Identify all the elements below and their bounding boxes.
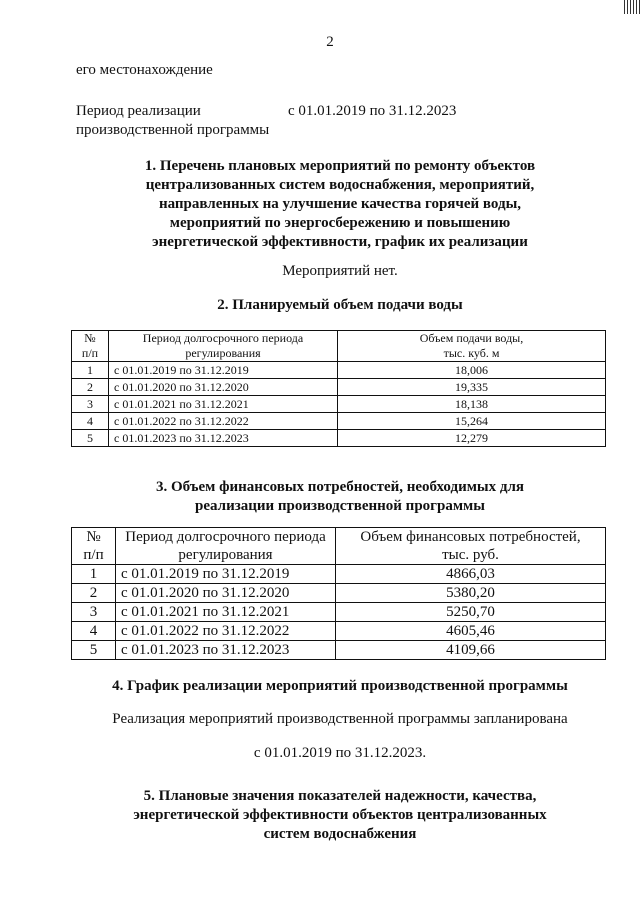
row-number: 5 [72,641,116,660]
table-row [72,565,606,584]
row-value: 4605,46 [336,622,606,641]
header-financial-line2: тыс. руб. [442,547,499,563]
period-label-line1: Период реализации [76,103,201,119]
section1-title-line: централизованных систем водоснабжения, мероприятий, [145,177,535,193]
header-period [116,528,336,565]
page-number: 2 [326,34,334,50]
scan-edge-marks [624,0,640,14]
table-row [72,430,606,447]
section3-title-line: реализации производственной программы [195,498,485,514]
row-number: 4 [72,622,116,641]
row-number: 2 [72,379,109,396]
water-supply-table [71,330,606,447]
row-period: с 01.01.2022 по 31.12.2022 [116,622,336,641]
section3-title [0,478,640,516]
row-value: 18,006 [338,362,606,379]
section1-title-line: 1. Перечень плановых мероприятий по ремонту объектов [144,158,536,174]
section3-title-line: 3. Объем финансовых потребностей, необходимых для [155,479,525,495]
section5-title [0,787,640,844]
section2-title: 2. Планируемый объем подачи воды [217,297,463,313]
header-number-line1: № [84,331,96,345]
period-value: с 01.01.2019 по 31.12.2023 [288,103,457,119]
section1-title-line: энергетической эффективности, график их реализации [152,234,528,250]
header-period-line2: регулирования [185,346,261,360]
row-period: с 01.01.2021 по 31.12.2021 [109,396,338,413]
section4-text-line2: с 01.01.2019 по 31.12.2023. [253,745,427,761]
row-period: с 01.01.2019 по 31.12.2019 [116,565,336,584]
header-number [72,331,109,362]
table-row [72,584,606,603]
location-line: его местонахождение [76,62,213,78]
row-value: 4866,03 [336,565,606,584]
table-row [72,622,606,641]
row-number: 5 [72,430,109,447]
financial-needs-table [71,527,606,660]
header-financial [336,528,606,565]
section1-title [0,157,640,252]
header-number [72,528,116,565]
table-row [72,396,606,413]
row-period: с 01.01.2022 по 31.12.2022 [109,413,338,430]
header-number-line1: № [86,529,101,545]
section4-text-line1: Реализация мероприятий производственной программы запланирована [112,711,568,727]
table-header-row [72,331,606,362]
row-value: 15,264 [338,413,606,430]
row-number: 3 [72,603,116,622]
header-financial-line1: Объем финансовых потребностей, [360,529,581,545]
section1-text: Мероприятий нет. [282,263,398,279]
section5-title-line: систем водоснабжения [263,826,417,842]
row-number: 1 [72,362,109,379]
row-number: 4 [72,413,109,430]
table-row [72,641,606,660]
header-period-line1: Период долгосрочного периода [142,331,304,345]
row-period: с 01.01.2023 по 31.12.2023 [116,641,336,660]
period-label-line2: производственной программы [76,122,270,138]
row-value: 5380,20 [336,584,606,603]
header-volume [338,331,606,362]
header-volume-line2: тыс. куб. м [443,346,500,360]
header-number-line2: п/п [83,547,104,563]
section1-title-line: направленных на улучшение качества горячей воды, [158,196,522,212]
table-row [72,379,606,396]
header-period-line2: регулирования [178,547,273,563]
row-value: 18,138 [338,396,606,413]
row-value: 12,279 [338,430,606,447]
table-row [72,603,606,622]
row-number: 3 [72,396,109,413]
table-row [72,413,606,430]
section5-title-line: энергетической эффективности объектов централизованных [133,807,547,823]
header-volume-line1: Объем подачи воды, [419,331,524,345]
table-row [72,362,606,379]
row-number: 2 [72,584,116,603]
section1-title-line: мероприятий по энергосбережению и повышению [169,215,511,231]
row-number: 1 [72,565,116,584]
row-value: 4109,66 [336,641,606,660]
section4-title: 4. График реализации мероприятий производственной программы [112,678,568,694]
row-period: с 01.01.2023 по 31.12.2023 [109,430,338,447]
row-period: с 01.01.2021 по 31.12.2021 [116,603,336,622]
row-value: 19,335 [338,379,606,396]
header-number-line2: п/п [81,346,99,360]
header-period-line1: Период долгосрочного периода [125,529,326,545]
row-value: 5250,70 [336,603,606,622]
header-period [109,331,338,362]
row-period: с 01.01.2019 по 31.12.2019 [109,362,338,379]
row-period: с 01.01.2020 по 31.12.2020 [116,584,336,603]
section5-title-line: 5. Плановые значения показателей надежности, качества, [143,788,537,804]
table-header-row [72,528,606,565]
row-period: с 01.01.2020 по 31.12.2020 [109,379,338,396]
